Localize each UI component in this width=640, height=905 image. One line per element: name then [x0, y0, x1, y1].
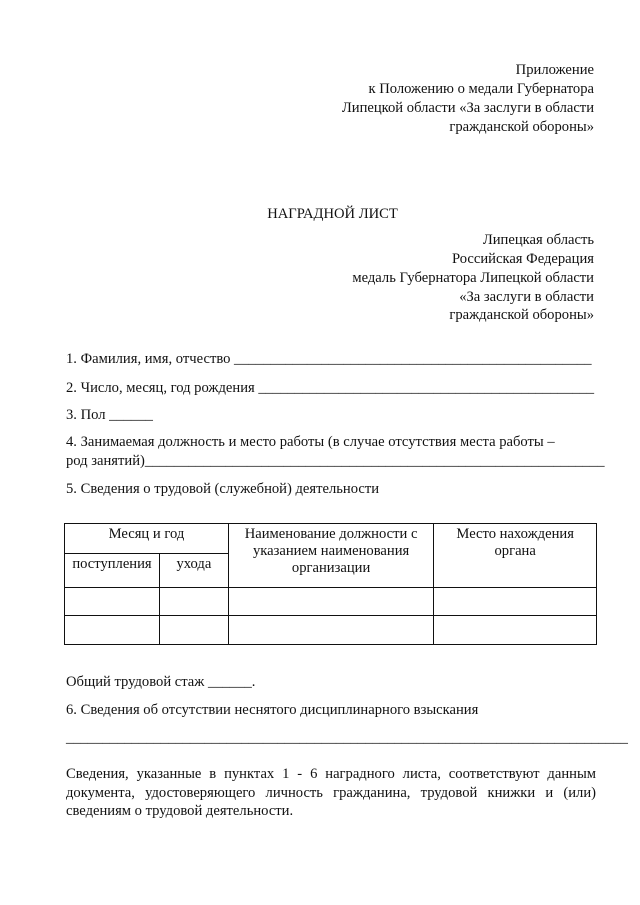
table-cell	[159, 588, 228, 616]
recipient-line-3: медаль Губернатора Липецкой области	[352, 270, 594, 286]
table-row	[65, 616, 597, 645]
header-month-year: Месяц и год	[65, 524, 229, 554]
table-cell	[434, 616, 597, 645]
recipient-line-1: Липецкая область	[482, 232, 594, 248]
annex-line-2: к Положению о медали Губернатора	[368, 81, 594, 97]
confirmation-paragraph: Сведения, указанные в пунктах 1 - 6 наградного листа, соответствуют данным документа, удостоверяющего личность гражданина, трудовой книжки и (или) сведениям о трудовой деятельности.	[66, 766, 596, 819]
header-entry: поступления	[65, 554, 160, 588]
annex-line-4: гражданской обороны»	[449, 119, 594, 135]
table-cell	[228, 588, 434, 616]
table-cell	[65, 588, 160, 616]
table-cell	[434, 588, 597, 616]
table-cell	[65, 616, 160, 645]
recipient-line-5: гражданской обороны»	[449, 307, 594, 323]
work-history-table	[64, 523, 597, 645]
total-experience: Общий трудовой стаж ______.	[66, 674, 256, 690]
table-cell	[159, 616, 228, 645]
header-exit: ухода	[159, 554, 228, 588]
field-full-name: 1. Фамилия, имя, отчество _________________________________________________	[66, 351, 592, 367]
table-cell	[228, 616, 434, 645]
recipient-line-2: Российская Федерация	[452, 251, 594, 267]
field-position-line-1: 4. Занимаемая должность и место работы (в случае отсутствия места работы –	[66, 434, 555, 450]
annex-line-3: Липецкой области «За заслуги в области	[341, 100, 594, 116]
field-disciplinary: 6. Сведения об отсутствии неснятого дисциплинарного взыскания	[66, 702, 479, 718]
recipient-line-4: «За заслуги в области	[459, 289, 594, 305]
disciplinary-blank-line: _____________________________________________________________________________	[66, 730, 628, 746]
header-position: Наименование должности с указанием наименования организации	[228, 524, 434, 588]
annex-line-1: Приложение	[515, 62, 594, 78]
field-birth-date: 2. Число, месяц, год рождения ______________________________________________	[66, 380, 595, 396]
field-position-line-2: род занятий)_______________________________________________________________	[66, 453, 605, 469]
field-work-history-heading: 5. Сведения о трудовой (служебной) деятельности	[66, 481, 380, 497]
header-location: Место нахождения органа	[434, 524, 597, 588]
document-title: НАГРАДНОЙ ЛИСТ	[267, 206, 398, 222]
field-gender: 3. Пол ______	[66, 407, 153, 423]
table-row	[65, 588, 597, 616]
